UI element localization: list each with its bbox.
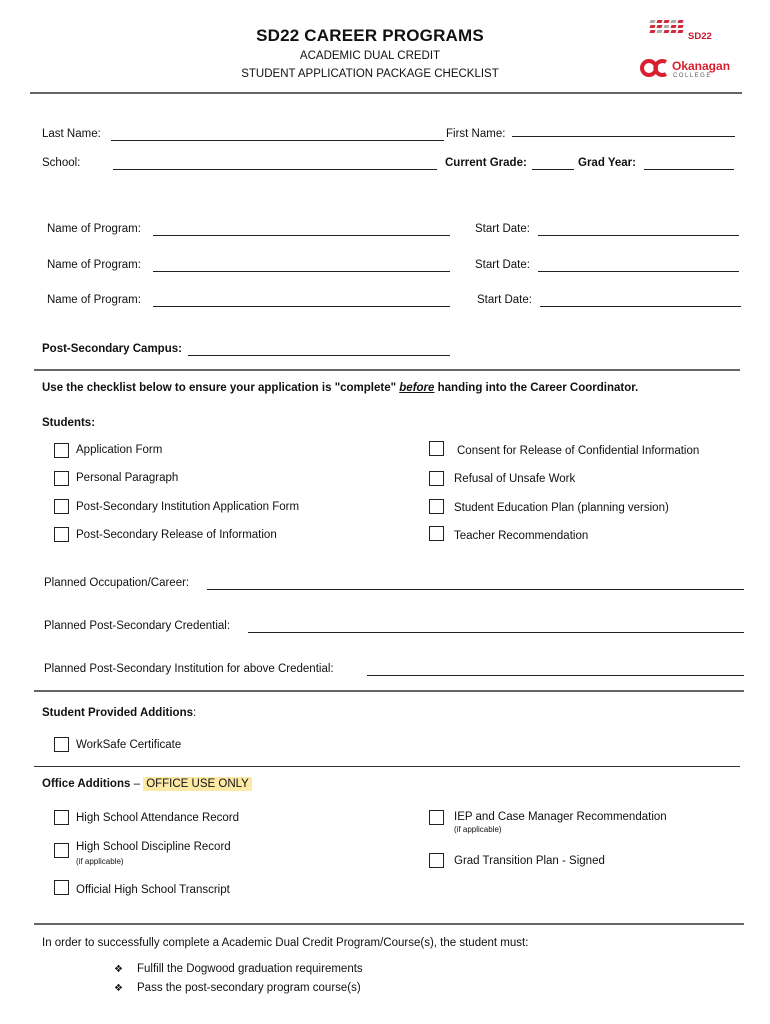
worksafe-checkbox[interactable] <box>54 737 69 752</box>
sd22-dots-icon <box>650 20 683 33</box>
section-divider-1 <box>34 369 740 371</box>
section-divider-4 <box>34 923 744 925</box>
program-name-field-1[interactable] <box>153 235 450 236</box>
first-name-field[interactable] <box>512 136 735 137</box>
ps-release-info-checkbox[interactable] <box>54 527 69 542</box>
footer-intro: In order to successfully complete a Academic Dual Credit Program/Course(s), the student must: <box>42 937 529 949</box>
consent-release-label: Consent for Release of Confidential Information <box>457 445 700 457</box>
grad-year-field[interactable] <box>644 169 734 170</box>
attendance-record-checkbox[interactable] <box>54 810 69 825</box>
school-field[interactable] <box>113 169 437 170</box>
iep-if-applicable: (if applicable) <box>454 825 502 834</box>
office-use-only-badge: OFFICE USE ONLY <box>143 777 252 791</box>
campus-field[interactable] <box>188 355 450 356</box>
discipline-record-label: High School Discipline Record <box>76 841 231 853</box>
ps-application-form-label: Post-Secondary Institution Application Form <box>76 501 300 513</box>
campus-label: Post-Secondary Campus: <box>42 343 182 355</box>
program-name-label-1: Name of Program: <box>47 223 141 235</box>
first-name-label: First Name: <box>446 128 506 140</box>
transcript-checkbox[interactable] <box>54 880 69 895</box>
teacher-recommendation-label: Teacher Recommendation <box>454 530 589 542</box>
footer-bullet-2: Pass the post-secondary program course(s) <box>137 982 361 994</box>
education-plan-checkbox[interactable] <box>429 499 444 514</box>
section-divider-3 <box>34 766 740 767</box>
program-name-field-2[interactable] <box>153 271 450 272</box>
planned-institution-field[interactable] <box>367 675 744 676</box>
education-plan-label: Student Education Plan (planning version) <box>454 502 669 514</box>
office-additions-heading: Office Additions – OFFICE USE ONLY <box>42 778 252 790</box>
program-name-label-2: Name of Program: <box>47 259 141 271</box>
program-name-field-3[interactable] <box>153 306 450 307</box>
current-grade-field[interactable] <box>532 169 574 170</box>
grad-transition-label: Grad Transition Plan - Signed <box>454 855 605 867</box>
refusal-unsafe-work-label: Refusal of Unsafe Work <box>454 473 576 485</box>
bullet-diamond-icon: ❖ <box>114 983 123 994</box>
last-name-field[interactable] <box>111 140 444 141</box>
attendance-record-label: High School Attendance Record <box>76 812 240 824</box>
discipline-record-checkbox[interactable] <box>54 843 69 858</box>
grad-year-label: Grad Year: <box>578 157 636 169</box>
start-date-label-3: Start Date: <box>477 294 532 306</box>
okanagan-logo-text: Okanagan <box>672 59 731 73</box>
last-name-label: Last Name: <box>42 128 101 140</box>
grad-transition-checkbox[interactable] <box>429 853 444 868</box>
planned-institution-label: Planned Post-Secondary Institution for above Credential: <box>44 663 334 675</box>
iep-label: IEP and Case Manager Recommendation <box>454 811 667 823</box>
personal-paragraph-checkbox[interactable] <box>54 471 69 486</box>
checklist-instructions: Use the checklist below to ensure your application is "complete" before handing into the Career Coordinator. <box>42 382 639 394</box>
start-date-field-3[interactable] <box>540 306 741 307</box>
application-form-checkbox[interactable] <box>54 443 69 458</box>
teacher-recommendation-checkbox[interactable] <box>429 526 444 541</box>
discipline-if-applicable: (if applicable) <box>76 857 124 866</box>
iep-checkbox[interactable] <box>429 810 444 825</box>
current-grade-label: Current Grade: <box>445 157 527 169</box>
ps-release-info-label: Post-Secondary Release of Information <box>76 529 277 541</box>
planned-credential-label: Planned Post-Secondary Credential: <box>44 620 231 632</box>
transcript-label: Official High School Transcript <box>76 884 230 896</box>
okanagan-oc-icon <box>640 58 668 78</box>
start-date-label-1: Start Date: <box>475 223 530 235</box>
subtitle-checklist: STUDENT APPLICATION PACKAGE CHECKLIST <box>241 68 499 80</box>
page-title: SD22 CAREER PROGRAMS <box>256 26 484 45</box>
bullet-diamond-icon: ❖ <box>114 964 123 975</box>
instructions-emphasis: before <box>399 382 435 394</box>
footer-bullet-1: Fulfill the Dogwood graduation requirements <box>137 963 363 975</box>
program-name-label-3: Name of Program: <box>47 294 141 306</box>
subtitle-program: ACADEMIC DUAL CREDIT <box>299 50 441 62</box>
sd22-logo <box>650 20 683 33</box>
school-label: School: <box>42 157 81 169</box>
students-heading: Students: <box>42 417 96 429</box>
section-divider-2 <box>34 690 744 692</box>
consent-release-checkbox[interactable] <box>429 441 444 456</box>
header-divider <box>30 92 742 94</box>
personal-paragraph-label: Personal Paragraph <box>76 472 179 484</box>
college-logo-text: COLLEGE <box>673 73 712 79</box>
refusal-unsafe-work-checkbox[interactable] <box>429 471 444 486</box>
start-date-field-2[interactable] <box>538 271 739 272</box>
planned-credential-field[interactable] <box>248 632 744 633</box>
sd22-logo-text: SD22 <box>688 31 712 42</box>
start-date-label-2: Start Date: <box>475 259 530 271</box>
application-form-label: Application Form <box>76 444 163 456</box>
ps-application-form-checkbox[interactable] <box>54 499 69 514</box>
start-date-field-1[interactable] <box>538 235 739 236</box>
planned-occupation-label: Planned Occupation/Career: <box>44 577 190 589</box>
worksafe-label: WorkSafe Certificate <box>76 739 182 751</box>
planned-occupation-field[interactable] <box>207 589 744 590</box>
student-additions-heading: Student Provided Additions: <box>42 707 197 719</box>
